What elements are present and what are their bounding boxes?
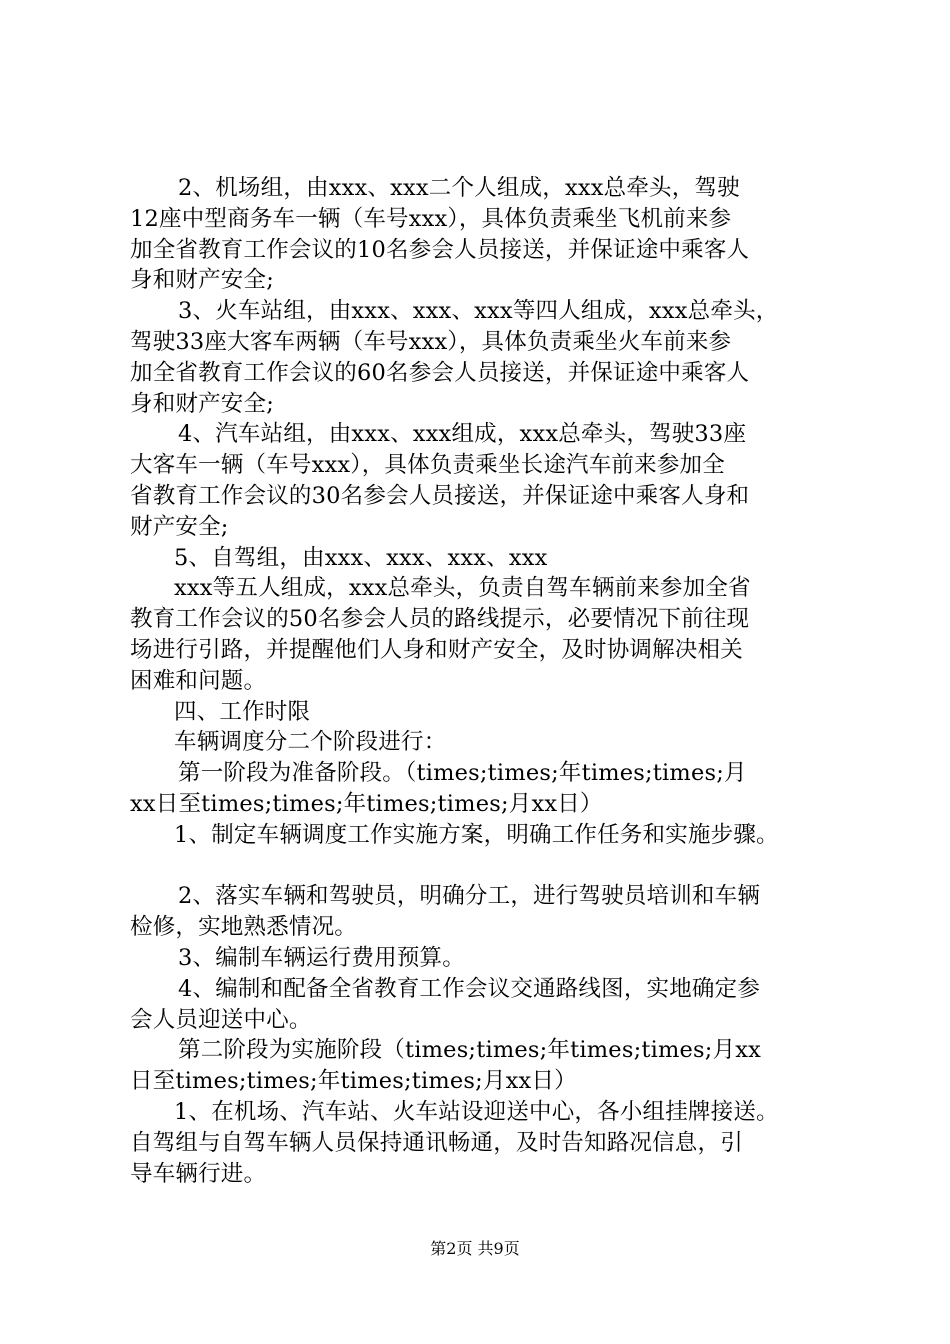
text-line: 财产安全;	[130, 513, 229, 540]
text-line: 自驾组与自驾车辆人员保持通讯畅通，及时告知路况信息，引	[130, 1129, 743, 1156]
text-line: 检修，实地熟悉情况。	[130, 914, 358, 941]
text-line: 日至times;times;年times;times;月xx日）	[130, 1068, 577, 1095]
text-line: 3、火车站组，由xxx、xxx、xxx等四人组成，xxx总牵头，	[178, 298, 779, 325]
text-line: 1、在机场、汽车站、火车站设迎送中心，各小组挂牌接送。	[174, 1098, 779, 1125]
text-line: 会人员迎送中心。	[130, 1006, 312, 1033]
text-line: 场进行引路，并提醒他们人身和财产安全，及时协调解决相关	[130, 636, 743, 663]
text-line: 4、编制和配备全省教育工作会议交通路线图，实地确定参	[178, 975, 761, 1002]
text-line: 身和财产安全;	[130, 267, 274, 294]
text-line: 困难和问题。	[130, 667, 267, 694]
text-line: 省教育工作会议的30名参会人员接送，并保证途中乘客人身和	[130, 482, 750, 509]
document-body	[130, 173, 835, 1189]
text-line: 2、机场组，由xxx、xxx二个人组成，xxx总牵头，驾驶	[178, 175, 740, 201]
text-line: 4、汽车站组，由xxx、xxx组成，xxx总牵头，驾驶33座	[178, 421, 747, 448]
text-line: 大客车一辆（车号xxx），具体负责乘坐长途汽车前来参加全	[130, 452, 725, 479]
text-line: 第一阶段为准备阶段。（times;times;年times;times;月	[178, 760, 747, 787]
text-line: 加全省教育工作会议的60名参会人员接送，并保证途中乘客人	[130, 359, 750, 386]
text-line: xx日至times;times;年times;times;月xx日）	[130, 790, 603, 817]
text-line: 5、自驾组，由xxx、xxx、xxx、xxx	[174, 544, 548, 571]
text-line: 教育工作会议的50名参会人员的路线提示，必要情况下前往现	[130, 606, 750, 633]
text-line: xxx等五人组成，xxx总牵头，负责自驾车辆前来参加全省	[174, 575, 751, 602]
text-line: 1、制定车辆调度工作实施方案，明确工作任务和实施步骤。	[174, 821, 779, 848]
text-line: 3、编制车辆运行费用预算。	[178, 944, 465, 971]
text-line: 驾驶33座大客车两辆（车号xxx），具体负责乘坐火车前来参	[130, 328, 732, 355]
section-heading: 四、工作时限	[174, 698, 311, 725]
page-footer: 第2页 共9页	[430, 1239, 520, 1258]
text-line: 车辆调度分二个阶段进行：	[174, 729, 447, 756]
text-line: 加全省教育工作会议的10名参会人员接送，并保证途中乘客人	[130, 236, 750, 263]
text-line: 导车辆行进。	[130, 1160, 267, 1187]
text-line: 身和财产安全;	[130, 390, 274, 417]
text-line: 第二阶段为实施阶段（times;times;年times;times;月xx	[178, 1037, 762, 1064]
text-line: 2、落实车辆和驾驶员，明确分工，进行驾驶员培训和车辆	[178, 883, 761, 910]
blank-line	[130, 851, 835, 882]
text-line: 12座中型商务车一辆（车号xxx），具体负责乘坐飞机前来参	[130, 205, 732, 232]
